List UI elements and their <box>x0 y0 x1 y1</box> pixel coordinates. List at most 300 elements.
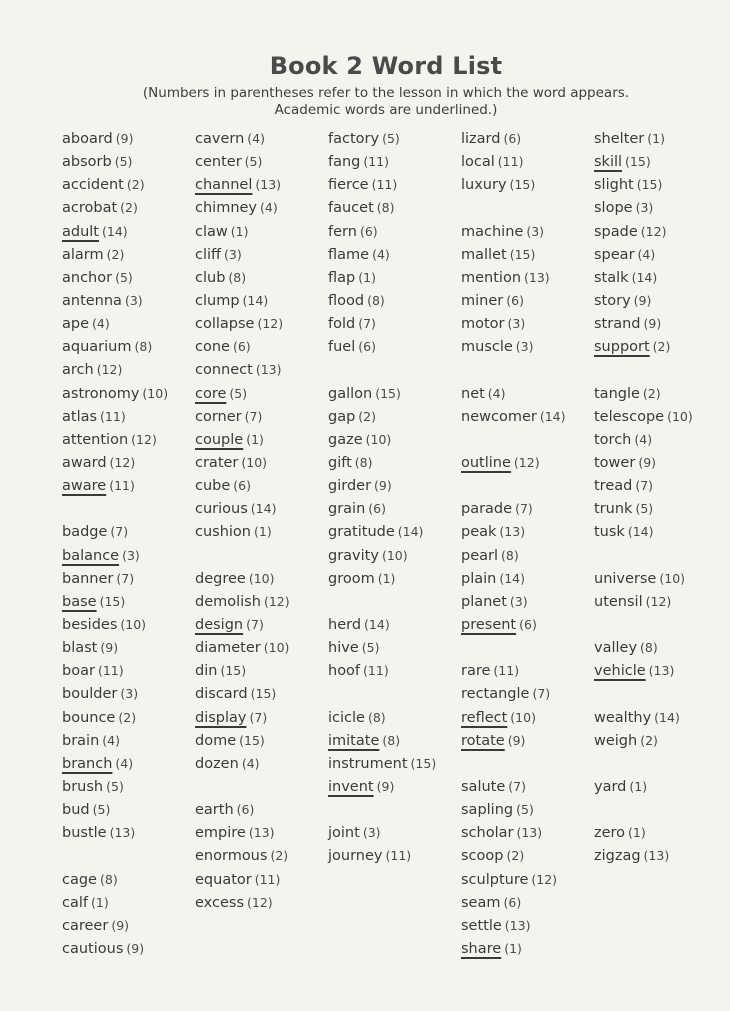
lesson-number: (3) <box>224 246 242 262</box>
word: cushion <box>195 524 251 541</box>
word: award <box>62 454 107 471</box>
word: seam <box>461 894 501 911</box>
lesson-number: (5) <box>361 640 380 656</box>
spacer <box>62 844 168 867</box>
lesson-number: (8) <box>134 339 153 355</box>
lesson-number: (14) <box>631 269 658 285</box>
word: shelter <box>594 131 645 147</box>
word: atlas <box>62 408 98 425</box>
word-entry <box>62 590 168 613</box>
word: plain <box>461 570 497 587</box>
word-entry <box>195 590 290 613</box>
word-entry <box>461 798 566 821</box>
lesson-number: (10) <box>120 616 147 632</box>
word-entry <box>461 706 566 729</box>
lesson-number: (12) <box>513 454 540 470</box>
spacer <box>594 682 693 705</box>
word-entry <box>195 405 290 428</box>
spacer <box>328 682 436 705</box>
lesson-number: (15) <box>509 177 536 193</box>
word-entry <box>62 729 168 752</box>
word: degree <box>195 570 246 587</box>
word: planet <box>461 593 507 610</box>
lesson-number: (12) <box>96 362 123 378</box>
word-entry <box>195 266 290 289</box>
word-entry <box>62 289 168 312</box>
academic-word: reflect <box>461 709 508 726</box>
word-entry <box>594 428 693 451</box>
word-entry <box>195 196 290 219</box>
spacer <box>594 752 693 775</box>
word-entry <box>62 335 168 358</box>
lesson-number: (14) <box>627 524 654 540</box>
word-entry <box>461 335 566 358</box>
word: demolish <box>195 593 261 610</box>
word: badge <box>62 524 108 541</box>
word-entry <box>62 544 168 567</box>
word: valley <box>594 640 638 657</box>
lesson-number: (12) <box>247 894 273 910</box>
word-entry <box>195 497 290 520</box>
word: scoop <box>461 848 504 865</box>
word-entry <box>594 659 693 682</box>
word: fuel <box>328 339 356 356</box>
word: center <box>195 154 242 171</box>
word-entry <box>594 775 693 798</box>
word: stalk <box>594 269 629 286</box>
word: gap <box>328 408 356 425</box>
word-entry <box>461 567 566 590</box>
page-subtitle <box>0 85 730 119</box>
word-entry <box>62 220 168 243</box>
word-entry <box>195 798 290 821</box>
lesson-number: (10) <box>142 385 169 401</box>
lesson-number: (7) <box>635 478 654 494</box>
lesson-number: (7) <box>532 686 551 702</box>
lesson-number: (13) <box>504 917 531 933</box>
word: brain <box>62 732 100 749</box>
lesson-number: (13) <box>524 269 550 285</box>
word: calf <box>62 894 88 911</box>
word-entry <box>461 613 566 636</box>
lesson-number: (12) <box>531 871 558 887</box>
word-entry <box>195 636 290 659</box>
academic-word: couple <box>195 431 244 448</box>
word-entry <box>461 451 566 474</box>
word-entry <box>328 428 436 451</box>
word: sculpture <box>461 871 529 888</box>
lesson-number: (5) <box>229 385 248 401</box>
lesson-number: (12) <box>109 454 136 470</box>
lesson-number: (11) <box>100 408 126 424</box>
lesson-number: (6) <box>359 223 378 239</box>
word: motor <box>461 316 505 333</box>
spacer <box>594 358 693 381</box>
lesson-number: (3) <box>362 825 381 841</box>
word-entry <box>461 891 566 914</box>
word-entry <box>62 312 168 335</box>
spacer <box>328 590 436 613</box>
lesson-number: (9) <box>100 640 119 656</box>
lesson-number: (8) <box>367 292 385 308</box>
word-entry <box>62 405 168 428</box>
word: pearl <box>461 547 499 564</box>
word-entry <box>594 706 693 729</box>
word-entry <box>594 729 693 752</box>
lesson-number: (8) <box>354 454 373 470</box>
word-entry <box>594 451 693 474</box>
word: machine <box>461 223 524 240</box>
word: miner <box>461 292 504 309</box>
word: gratitude <box>328 524 395 541</box>
lesson-number: (14) <box>242 292 269 308</box>
lesson-number: (12) <box>640 223 667 239</box>
word-entry <box>62 382 168 405</box>
subtitle-line-1: (Numbers in parentheses refer to the lesson in which the word appears. <box>142 85 630 101</box>
lesson-number: (4) <box>260 200 278 216</box>
word-entry <box>461 821 566 844</box>
lesson-number: (4) <box>247 131 265 146</box>
word-entry <box>461 914 566 937</box>
lesson-number: (12) <box>257 316 284 332</box>
lesson-number: (3) <box>635 200 654 216</box>
lesson-number: (2) <box>270 848 289 864</box>
word-column-1 <box>62 127 168 960</box>
word-entry <box>62 706 168 729</box>
lesson-number: (4) <box>241 755 260 771</box>
lesson-number: (10) <box>263 640 290 656</box>
word-entry <box>62 451 168 474</box>
word-entry <box>328 173 436 196</box>
word-entry <box>62 891 168 914</box>
lesson-number: (13) <box>648 663 675 679</box>
word-entry <box>461 405 566 428</box>
word: earth <box>195 802 234 819</box>
word-entry <box>62 937 168 960</box>
word-entry <box>62 752 168 775</box>
lesson-number: (6) <box>503 894 522 910</box>
lesson-number: (11) <box>497 154 524 170</box>
word: claw <box>195 223 228 240</box>
lesson-number: (14) <box>102 223 128 239</box>
lesson-number: (11) <box>97 663 124 679</box>
academic-word: invent <box>328 778 374 795</box>
word: local <box>461 154 495 171</box>
academic-word: support <box>594 339 650 356</box>
word: bud <box>62 802 90 819</box>
lesson-number: (15) <box>636 177 663 193</box>
word-entry <box>328 312 436 335</box>
word-entry <box>62 520 168 543</box>
academic-word: aware <box>62 478 107 495</box>
word: acrobat <box>62 200 118 217</box>
word: lizard <box>461 131 501 147</box>
word-entry <box>195 127 290 150</box>
academic-word: channel <box>195 177 253 194</box>
academic-word: vehicle <box>594 663 646 680</box>
word-entry <box>195 173 290 196</box>
lesson-number: (5) <box>382 131 400 146</box>
lesson-number: (13) <box>516 825 543 841</box>
word: luxury <box>461 177 507 194</box>
word-entry <box>62 613 168 636</box>
word: torch <box>594 431 632 448</box>
word-entry <box>195 844 290 867</box>
academic-word: base <box>62 593 97 610</box>
lesson-number: (11) <box>493 663 520 679</box>
word-entry <box>328 243 436 266</box>
word-entry <box>594 590 693 613</box>
lesson-number: (4) <box>487 385 506 401</box>
word-entry <box>461 937 566 960</box>
word-entry <box>195 312 290 335</box>
spacer <box>594 544 693 567</box>
word: flood <box>328 292 365 309</box>
word-entry <box>62 266 168 289</box>
lesson-number: (15) <box>99 593 126 609</box>
spacer <box>461 196 566 219</box>
word: enormous <box>195 848 268 865</box>
lesson-number: (3) <box>515 339 534 355</box>
lesson-number: (12) <box>131 431 157 447</box>
word: salute <box>461 778 506 795</box>
academic-word: display <box>195 709 247 726</box>
lesson-number: (3) <box>507 316 526 332</box>
word: scholar <box>461 825 514 842</box>
lesson-number: (9) <box>374 478 392 494</box>
word-entry <box>195 335 290 358</box>
word-entry <box>461 127 566 150</box>
word: spear <box>594 246 635 263</box>
lesson-number: (14) <box>654 709 680 725</box>
academic-word: outline <box>461 454 511 471</box>
word-entry <box>328 289 436 312</box>
word: besides <box>62 616 118 633</box>
word-entry <box>328 752 436 775</box>
academic-word: present <box>461 616 517 633</box>
word-column-3 <box>328 127 436 868</box>
lesson-number: (9) <box>643 316 662 332</box>
word: net <box>461 385 485 402</box>
word: crater <box>195 454 239 471</box>
lesson-number: (4) <box>115 755 134 771</box>
word-entry <box>62 173 168 196</box>
word-entry <box>328 497 436 520</box>
word: fierce <box>328 177 369 194</box>
word: attention <box>62 431 129 448</box>
word-entry <box>195 659 290 682</box>
lesson-number: (6) <box>358 339 376 355</box>
word: slope <box>594 200 633 217</box>
lesson-number: (15) <box>375 385 401 401</box>
lesson-number: (15) <box>220 663 247 679</box>
word-entry <box>328 567 436 590</box>
word-entry <box>328 266 436 289</box>
lesson-number: (7) <box>110 524 129 540</box>
lesson-number: (4) <box>372 246 390 262</box>
word-entry <box>62 243 168 266</box>
word: universe <box>594 570 657 587</box>
lesson-number: (7) <box>244 408 263 424</box>
word-entry <box>594 382 693 405</box>
word-entry <box>594 636 693 659</box>
lesson-number: (1) <box>629 778 648 794</box>
word: grain <box>328 501 366 518</box>
word-entry <box>594 520 693 543</box>
subtitle-line-2: Academic words are underlined.) <box>274 102 498 118</box>
lesson-number: (15) <box>509 246 536 262</box>
lesson-number: (11) <box>385 848 412 864</box>
word: mention <box>461 269 522 286</box>
lesson-number: (2) <box>506 848 525 864</box>
word-entry <box>195 729 290 752</box>
lesson-number: (9) <box>126 940 145 956</box>
word: parade <box>461 501 513 518</box>
lesson-number: (9) <box>633 292 652 308</box>
word: blast <box>62 640 98 657</box>
lesson-number: (2) <box>120 200 138 216</box>
word: hoof <box>328 663 361 680</box>
word-entry <box>461 312 566 335</box>
word-entry <box>328 844 436 867</box>
word-entry <box>594 289 693 312</box>
lesson-number: (7) <box>515 501 533 517</box>
word: empire <box>195 825 246 842</box>
lesson-number: (5) <box>114 154 133 170</box>
lesson-number: (14) <box>539 408 566 424</box>
word-entry <box>594 196 693 219</box>
academic-word: core <box>195 385 227 402</box>
word-entry <box>62 868 168 891</box>
lesson-number: (13) <box>255 362 282 378</box>
word-entry <box>328 636 436 659</box>
lesson-number: (7) <box>116 570 135 586</box>
word: alarm <box>62 246 104 263</box>
word: dome <box>195 732 237 749</box>
word: peak <box>461 524 497 541</box>
lesson-number: (7) <box>246 616 264 632</box>
word: gift <box>328 454 352 471</box>
lesson-number: (5) <box>635 501 654 517</box>
academic-word: share <box>461 940 502 957</box>
word: curious <box>195 501 248 518</box>
word: club <box>195 269 226 286</box>
lesson-number: (2) <box>106 246 125 262</box>
lesson-number: (13) <box>109 825 136 841</box>
lesson-number: (8) <box>376 200 395 216</box>
word: muscle <box>461 339 513 356</box>
word-entry <box>328 150 436 173</box>
lesson-number: (8) <box>228 269 247 285</box>
word-entry <box>62 196 168 219</box>
word-entry <box>594 150 693 173</box>
word: instrument <box>328 755 408 772</box>
word-entry <box>62 567 168 590</box>
word-entry <box>461 520 566 543</box>
spacer <box>461 428 566 451</box>
lesson-number: (8) <box>99 871 118 887</box>
lesson-number: (13) <box>499 524 526 540</box>
lesson-number: (12) <box>263 593 290 609</box>
word: factory <box>328 131 380 147</box>
word: cliff <box>195 246 222 263</box>
word: cube <box>195 478 231 495</box>
spacer <box>461 474 566 497</box>
word-entry <box>62 775 168 798</box>
word: strand <box>594 316 641 333</box>
word: girder <box>328 478 372 495</box>
word: cone <box>195 339 230 356</box>
word-entry <box>195 868 290 891</box>
lesson-number: (7) <box>249 709 268 725</box>
lesson-number: (9) <box>507 732 526 748</box>
word: flap <box>328 269 356 286</box>
lesson-number: (9) <box>115 131 134 146</box>
lesson-number: (1) <box>230 223 249 239</box>
lesson-number: (14) <box>397 524 424 540</box>
word-entry <box>461 590 566 613</box>
lesson-number: (6) <box>236 802 255 818</box>
spacer <box>461 358 566 381</box>
word: collapse <box>195 316 255 333</box>
word-entry <box>62 682 168 705</box>
word: cavern <box>195 131 245 147</box>
word-entry <box>461 497 566 520</box>
word-entry <box>62 914 168 937</box>
word-entry <box>461 775 566 798</box>
word-entry <box>328 775 436 798</box>
lesson-number: (6) <box>506 292 524 308</box>
word: zero <box>594 825 626 842</box>
lesson-number: (2) <box>118 709 137 725</box>
word-column-2 <box>195 127 290 914</box>
word: fang <box>328 154 361 171</box>
lesson-number: (14) <box>250 501 277 517</box>
lesson-number: (8) <box>640 640 658 656</box>
academic-word: rotate <box>461 732 505 749</box>
word-entry <box>195 821 290 844</box>
word: utensil <box>594 593 643 610</box>
word-entry <box>594 821 693 844</box>
lesson-number: (13) <box>643 848 670 864</box>
word: fern <box>328 223 357 240</box>
lesson-number: (2) <box>642 385 661 401</box>
word: rare <box>461 663 491 680</box>
lesson-number: (13) <box>248 825 275 841</box>
word-entry <box>195 150 290 173</box>
word-entry <box>461 220 566 243</box>
word-entry <box>195 358 290 381</box>
word: slight <box>594 177 634 194</box>
lesson-number: (6) <box>232 339 251 355</box>
word: herd <box>328 616 362 633</box>
word-entry <box>461 844 566 867</box>
word: diameter <box>195 640 261 657</box>
word: wealthy <box>594 709 652 726</box>
word: story <box>594 292 631 309</box>
word: excess <box>195 894 244 911</box>
word: aquarium <box>62 339 132 356</box>
word: astronomy <box>62 385 140 402</box>
lesson-number: (10) <box>248 570 275 586</box>
lesson-number: (4) <box>92 316 110 332</box>
lesson-number: (11) <box>371 177 398 193</box>
lesson-number: (1) <box>358 269 376 285</box>
word-entry <box>328 729 436 752</box>
lesson-number: (2) <box>652 339 671 355</box>
word: equator <box>195 871 252 888</box>
word-entry <box>328 706 436 729</box>
